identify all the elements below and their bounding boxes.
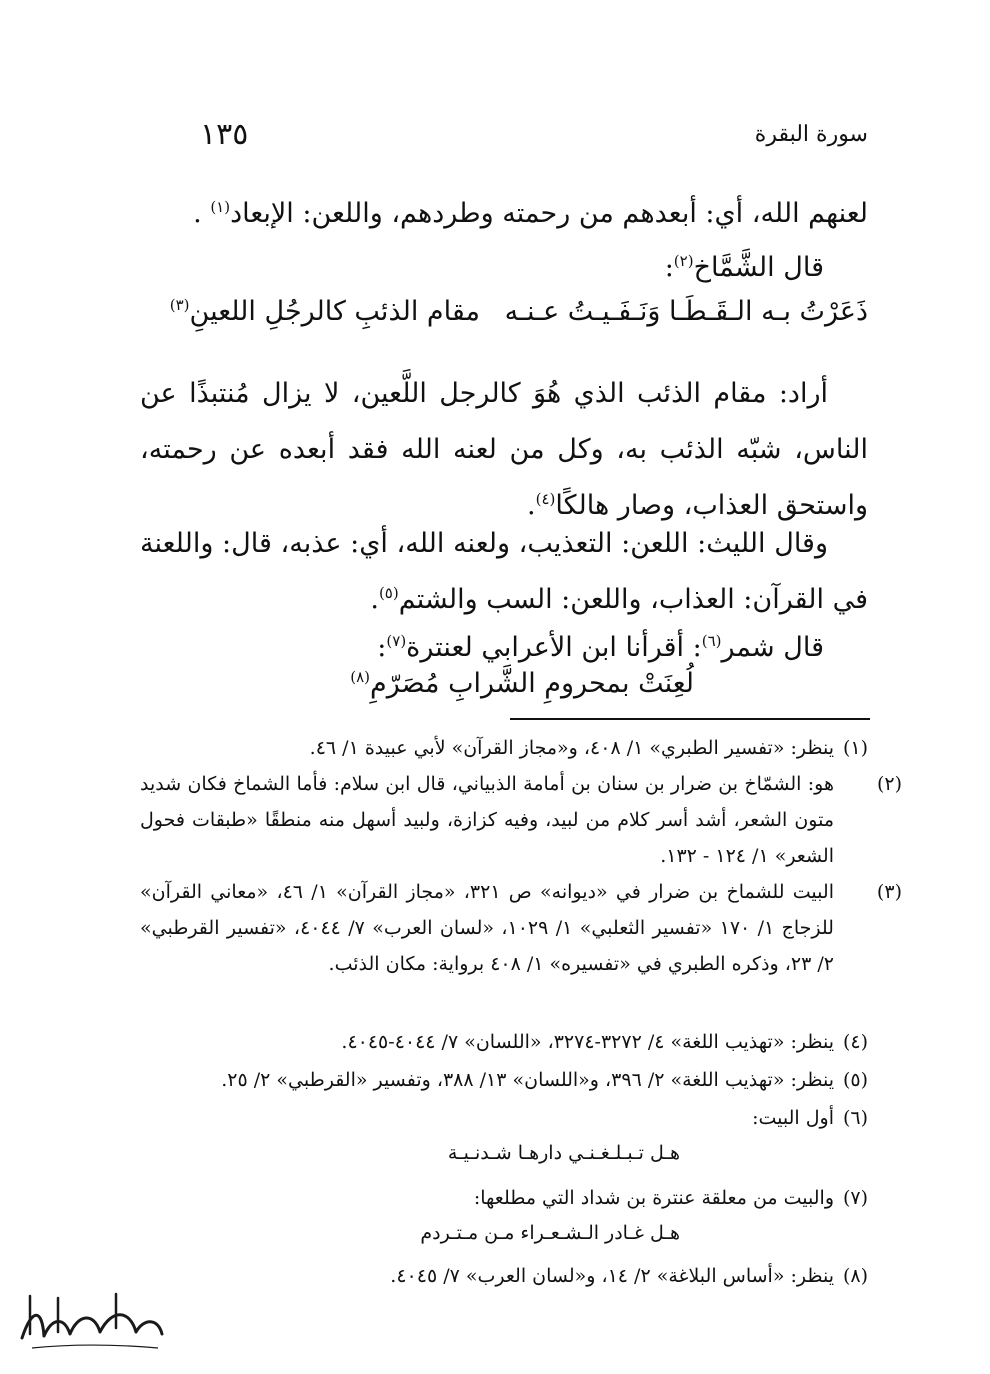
- footnote-1-number: (١): [842, 737, 868, 759]
- footnote-4-text: ينظر: «تهذيب اللغة» ٤/ ٣٢٧٢-٣٢٧٤، «اللسان» ٧/ ٤٠٤٤-٤٠٤٥.: [341, 1031, 834, 1053]
- footnote-8-text: ينظر: «أساس البلاغة» ٢/ ١٤، و«لسان العرب» ٧/ ٤٠٤٥.: [390, 1265, 834, 1287]
- verse-1-second-hemistich-text: مقام الذئبِ كالرجُلِ اللعينِ: [189, 296, 480, 327]
- body-line-2-end: :: [664, 252, 674, 283]
- paragraph-2-text: وقال الليث: اللعن: التعذيب، ولعنه الله، أي: عذبه، قال: واللعنة في القرآن: العذاب، واللعن: السب والشتم: [140, 528, 868, 615]
- paragraph-2: [140, 516, 868, 628]
- footnote-1-text: ينظر: «تفسير الطبري» ١/ ٤٠٨، و«مجاز القرآن» لأبي عبيدة ١/ ٤٦.: [309, 737, 834, 759]
- footnote-7-text: والبيت من معلقة عنترة بن شداد التي مطلعها:: [473, 1187, 834, 1209]
- footnote-7-number: (٧): [842, 1187, 868, 1209]
- footnote-ref-3: (٣): [169, 296, 190, 314]
- page-number: ١٣٥: [200, 117, 249, 152]
- footnote-5-number: (٥): [842, 1069, 868, 1091]
- calligraphy-logo: [12, 1288, 172, 1360]
- footnote-2: [140, 766, 902, 874]
- footnote-2-text: هو: الشمّاخ بن ضرار بن سنان بن أمامة الذبياني، قال ابن سلام: فأما الشماخ فكان شديد متون الشعر، أشد أسر كلام من لبيد، وفيه كزازة، ولبيد أسهل منه منطقًا «طبقات فحول الشعر» ١/ ١٢٤ - ١٣٢.: [140, 773, 834, 867]
- verse-2-text: لُعِنَتْ بمحرومِ الشَّرابِ مُصَرّمِ: [370, 668, 694, 699]
- paragraph-1: [140, 366, 868, 534]
- surah-title: سورة البقرة: [754, 122, 868, 147]
- footnote-5: [140, 1062, 868, 1098]
- footnote-5-text: ينظر: «تهذيب اللغة» ٢/ ٣٩٦، و«اللسان» ١٣/ ٣٨٨، وتفسير «القرطبي» ٢/ ٢٥.: [221, 1069, 834, 1091]
- footnote-ref-6: (٦): [701, 632, 722, 650]
- footnote-7: [140, 1180, 868, 1216]
- footnote-8-number: (٨): [842, 1265, 868, 1287]
- footnote-6-number: (٦): [842, 1107, 868, 1129]
- shamir-line-text: قال شمر: [721, 632, 824, 663]
- verse-1-second-hemistich: [170, 296, 480, 327]
- verse-2: [350, 668, 694, 699]
- footnote-4-number: (٤): [842, 1031, 868, 1053]
- body-line-1-end: .: [193, 198, 211, 229]
- body-line-2-text: قال الشَّمَّاخ: [693, 252, 824, 283]
- body-line-1-text: لعنهم الله، أي: أبعدهم من رحمته وطردهم، واللعن: الإبعاد: [230, 198, 868, 229]
- footnote-3-text: البيت للشماخ بن ضرار في «ديوانه» ص ٣٢١، «مجاز القرآن» ١/ ٤٦، «معاني القرآن» للزجاج ١/ ١٧٠ «تفسير الثعلبي» ١/ ١٠٢٩، «لسان العرب» ٧/ ٤٠٤٤، «تفسير القرطبي» ٢/ ٢٣، وذكره الطبري في «تفسيره» ١/ ٤٠٨ برواية: مكان الذئب.: [140, 881, 834, 975]
- shamir-line-middle: : أقرأنا ابن الأعرابي لعنترة: [406, 632, 702, 663]
- body-line-1: [140, 186, 868, 242]
- footnote-2-number: (٢): [876, 773, 902, 795]
- footnote-4: [140, 1024, 868, 1060]
- footnote-ref-5: (٥): [378, 584, 399, 602]
- paragraph-1-text: أراد: مقام الذئب الذي هُوَ كالرجل اللَّعين، لا يزال مُنتبذًا عن الناس، شبّه الذئب به، وكل من لعنه الله فقد أبعده عن رحمته، واستحق العذاب، وصار هالكًا: [140, 378, 868, 521]
- footnote-8: [140, 1258, 868, 1294]
- footnote-3-number: (٣): [876, 881, 902, 903]
- calligraphy-logo-mark: [12, 1288, 172, 1360]
- paragraph-1-end: .: [527, 490, 536, 521]
- footnote-3: [140, 874, 902, 982]
- footnote-ref-8: (٨): [350, 668, 370, 686]
- footnote-6-text: أول البيت:: [752, 1107, 834, 1129]
- body-line-2: [140, 240, 824, 296]
- footnote-divider: [510, 718, 870, 720]
- footnote-ref-2: (٢): [673, 252, 694, 270]
- footnote-6-verse: هـل تـبـلـغـنـي دارهـا شـدنـيـة: [447, 1142, 680, 1164]
- footnote-ref-4: (٤): [535, 490, 556, 508]
- footnote-ref-1: (١): [210, 198, 231, 216]
- footnote-ref-7: (٧): [386, 632, 407, 650]
- footnote-1: [140, 730, 868, 766]
- shamir-line-end: :: [377, 632, 387, 663]
- footnote-7-verse: هـل غـادر الـشـعـراء مـن مـتـردم: [420, 1222, 680, 1244]
- footnote-6: [140, 1100, 868, 1136]
- verse-1-first-hemistich: ذَعَرْتُ بـه الـقَـطَـا وَنَـفَـيـتُ عـنـه: [504, 296, 868, 327]
- paragraph-2-end: .: [370, 584, 379, 615]
